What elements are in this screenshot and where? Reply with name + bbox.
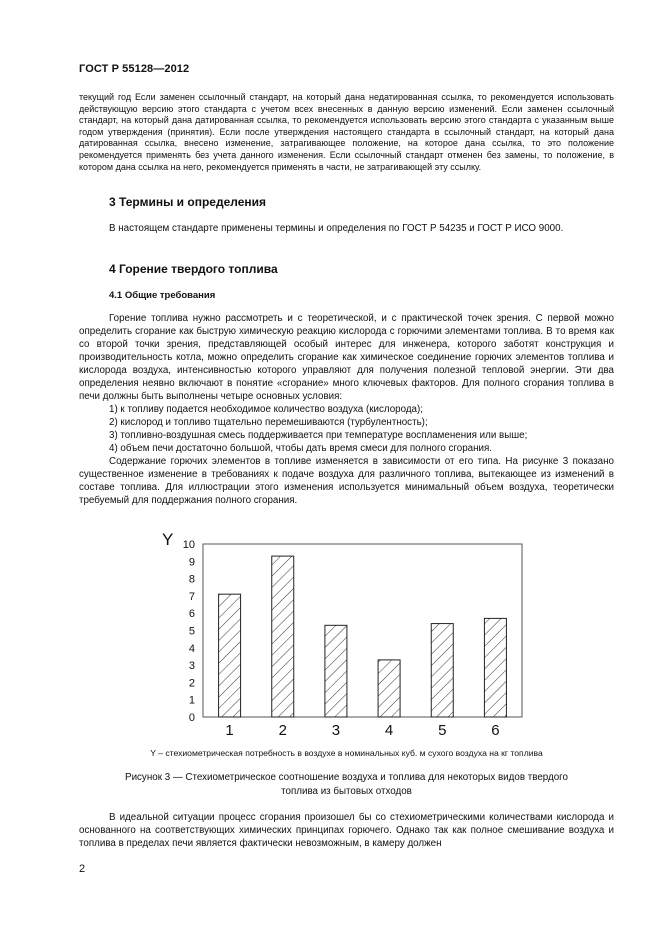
y-tick-label: 1 (188, 694, 195, 707)
x-tick-label: 3 (331, 722, 341, 739)
condition-item: 4) объем печи достаточно большой, чтобы дать время смеси для полного сгорания. (109, 443, 493, 454)
section-4-paragraph-2: Содержание горючих элементов в топливе изменяется в зависимости от его типа. На рисунке 3 показано существенное изменение в требованиях к подаче воздуха для различного топлива, вытекающее из изменений в составе топлива. Для иллюстрации этого изменения используется минимальный объем воздуха, теоретически требуемый для поддержания полного сгорания. (79, 456, 614, 506)
condition-item: 1) к топливу подается необходимое количество воздуха (кислорода); (109, 404, 423, 415)
final-paragraph-text: В идеальной ситуации процесс сгорания произошел бы со стехиометрическими количествами кислорода и основанного на соответствующих химических принципах горючего. Однако так как полное смешивание воздуха и топлива в пределах печи является фактически невозможным, в камеру должен (79, 812, 614, 849)
y-tick-label: 2 (188, 677, 195, 690)
y-tick-label: 5 (188, 625, 195, 638)
section-4-title: 4 Горение твердого топлива (109, 262, 278, 276)
intro-paragraph (79, 92, 614, 173)
document-header: ГОСТ Р 55128—2012 (79, 63, 190, 75)
y-tick-label: 0 (188, 712, 195, 724)
section-3-title: 3 Термины и определения (109, 195, 267, 209)
condition-item: 3) топливно-воздушная смесь поддерживается при температуре воспламенения или выше; (109, 430, 528, 441)
condition-item: 2) кислород и топливо тщательно перемешиваются (турбулентность); (109, 417, 428, 428)
y-tick-label: 7 (188, 590, 195, 603)
y-tick-label: 8 (188, 573, 195, 586)
figure-legend: Y – стехиометрическая потребность в воздухе в номинальных куб. м сухого воздуха на кг топлива (150, 748, 543, 758)
y-tick-label: 10 (182, 539, 195, 551)
bar-series (219, 556, 507, 717)
section-3-text: В настоящем стандарте применены термины и определения по ГОСТ Р 54235 и ГОСТ Р ИСО 9000. (109, 223, 564, 234)
y-axis-ticks (183, 539, 195, 724)
figure-caption-line-1: Рисунок 3 — Стехиометрическое соотношение воздуха и топлива для некоторых видов твердого (125, 772, 568, 783)
y-tick-label: 4 (188, 642, 195, 655)
bar-chart-svg (150, 528, 530, 743)
x-tick-label: 2 (278, 722, 287, 739)
section-3-body (79, 222, 614, 235)
bar (484, 618, 506, 717)
bar (219, 594, 241, 717)
page-number: 2 (79, 863, 86, 875)
x-tick-label: 4 (384, 722, 394, 739)
x-tick-label: 6 (491, 722, 500, 739)
bar (431, 624, 453, 717)
y-axis-label: Y (162, 530, 174, 549)
figure-caption-line-2: топлива из бытовых отходов (281, 786, 412, 797)
x-tick-label: 1 (225, 722, 234, 739)
bar (378, 660, 400, 717)
figure-3-chart (150, 528, 530, 743)
figure-caption (79, 771, 614, 799)
final-paragraph (79, 811, 614, 850)
intro-text: текущий год Если заменен ссылочный стандарт, на который дана недатированная ссылка, то рекомендуется использовать действующую версию этого стандарта с учетом всех внесенных в данную версию изменений. Если заменен ссылочный стандарт, на который дана датированная ссылка, то рекомендуется использовать версию этого стандарта с указанным выше годом утверждения (принятия). Если после утверждения настоящего стандарта в ссылочный стандарт, на который дана датированная ссылка, внесено изменение, затрагивающее положение, на которое дана ссылка, то это положение рекомендуется применять без учета данного изменения. Если ссылочный стандарт отменен без замены, то положение, в котором дана ссылка на него, рекомендуется применять в части, не затрагивающей эту ссылку. (79, 92, 614, 172)
bar (272, 556, 294, 717)
plot-frame (203, 544, 522, 717)
x-tick-label: 5 (438, 722, 447, 739)
y-tick-label: 9 (188, 556, 195, 569)
y-tick-label: 3 (188, 660, 195, 673)
section-4-paragraph-1: Горение топлива нужно рассмотреть и с теоретической, и с практической точек зрения. С первой можно определить сгорание как быструю химическую реакцию кислорода с горючими элементами топлива. В то время как со второй точки зрения, представляющей особый интерес для инженера, которого заботят конструкция и производительность котла, можно определить сгорание как химическое соединение горючих элементов топлива и кислорода воздуха, интенсивностью которого управляют для получения полезной тепловой энергии. Эти два определения неявно включают в понятие «сгорание» много ключевых факторов. Для полного сгорания топлива в печи должны быть выполнены четыре основных условия: (79, 313, 614, 402)
subsection-4-1-title: 4.1 Общие требования (109, 290, 216, 301)
bar (325, 625, 347, 717)
section-4-body (79, 312, 614, 507)
y-tick-label: 6 (188, 608, 195, 621)
x-axis-ticks (225, 722, 499, 739)
